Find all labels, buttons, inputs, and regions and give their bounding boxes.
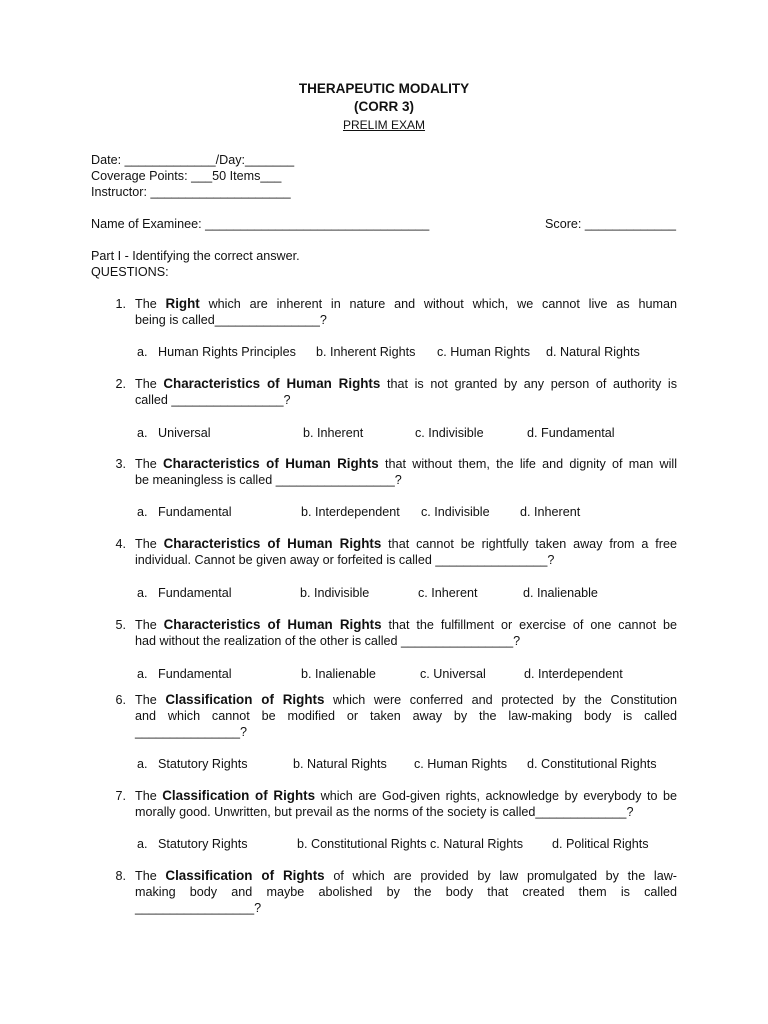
choice-a: Fundamental [158, 505, 232, 519]
question-number: 5. [115, 618, 126, 632]
exam-title: THERAPEUTIC MODALITY [298, 81, 470, 96]
course-code: (CORR 3) [354, 99, 414, 114]
question-text: The Characteristics of Human Rights that the fulfillment or exercise of one cannot be had without the realization of the other is called ________________? [135, 617, 678, 648]
choice-d: d. Interdependent [524, 667, 623, 681]
choice-c: c. Indivisible [415, 426, 484, 440]
choice-row [137, 756, 697, 772]
part-title: Part I - Identifying the correct answer. [91, 249, 300, 263]
choice-b: b. Indivisible [300, 586, 370, 600]
question-number: 4. [115, 537, 126, 551]
choice-d: d. Natural Rights [546, 345, 640, 359]
choice-a: Statutory Rights [158, 757, 248, 771]
question-number: 7. [115, 789, 126, 803]
choice-d: d. Constitutional Rights [527, 757, 657, 771]
choice-c: c. Universal [420, 667, 486, 681]
choice-a: Fundamental [158, 667, 232, 681]
coverage-line [91, 168, 281, 184]
question-number: 6. [115, 693, 126, 707]
question-text: The Classification of Rights of which are provided by law promulgated by the law- making body and maybe abolished by the body that created them is called _________________? [135, 868, 677, 915]
question-text: The Characteristics of Human Rights that without them, the life and dignity of man will be meaningless is called _________________? [135, 456, 677, 487]
choice-b: b. Interdependent [301, 505, 400, 519]
choice-c: c. Human Rights [437, 345, 531, 359]
choice-b: b. Inalienable [301, 667, 376, 681]
choice-row [137, 585, 697, 601]
choice-a: Fundamental [158, 586, 232, 600]
date-line: Date: _____________/Day:_______ [91, 153, 295, 167]
questions-label: QUESTIONS: [91, 265, 169, 279]
choice-d: d. Inherent [520, 505, 581, 519]
choice-b: b. Natural Rights [293, 757, 387, 771]
choice-b: b. Inherent [303, 426, 364, 440]
choice-d: d. Fundamental [527, 426, 615, 440]
question-number: 1. [115, 297, 126, 311]
choice-row [137, 836, 697, 852]
choice-marker: a. [137, 426, 148, 440]
choice-a: Human Rights Principles [158, 345, 296, 359]
choice-marker: a. [137, 345, 148, 359]
question-text: The Characteristics of Human Rights that is not granted by any person of authority is called ________________? [135, 376, 677, 407]
choice-c: c. Human Rights [414, 757, 508, 771]
choice-a: Universal [158, 426, 211, 440]
coverage-label: Coverage Points: [91, 169, 192, 183]
choice-c: c. Inherent [418, 586, 478, 600]
choice-d: d. Political Rights [552, 837, 649, 851]
coverage-value: ___50 Items___ [191, 169, 282, 183]
instructor-line: Instructor: ____________________ [91, 185, 291, 199]
score-line: Score: _____________ [545, 217, 676, 231]
question-number: 3. [115, 457, 126, 471]
choice-marker: a. [137, 837, 148, 851]
choice-row [137, 344, 697, 360]
choice-row [137, 666, 697, 682]
choice-marker: a. [137, 586, 148, 600]
choice-b: b. Constitutional Rights c. Natural Rights [297, 837, 524, 851]
choice-a: Statutory Rights [158, 837, 248, 851]
choice-b: b. Inherent Rights [316, 345, 416, 359]
choice-row [137, 425, 697, 441]
question-text: The Classification of Rights which are God-given rights, acknowledge by everybody to be morally good. Unwritten, but prevail as the norms of the society is called_____________? [135, 788, 677, 819]
question-text: The Characteristics of Human Rights that cannot be rightfully taken away from a free individual. Cannot be given away or forfeited is called ________________? [135, 536, 677, 567]
question-number: 2. [115, 377, 126, 391]
question-text: The Right which are inherent in nature and without which, we cannot live as human being is called_______________? [135, 296, 678, 327]
examinee-line: Name of Examinee: ________________________________ [91, 217, 430, 231]
choice-row [137, 504, 697, 520]
choice-c: c. Indivisible [421, 505, 490, 519]
choice-marker: a. [137, 757, 148, 771]
choice-marker: a. [137, 505, 148, 519]
choice-d: d. Inalienable [523, 586, 598, 600]
exam-type: PRELIM EXAM [342, 118, 426, 132]
question-number: 8. [115, 869, 126, 883]
question-text: The Classification of Rights which were conferred and protected by the Constitution and which cannot be modified or taken away by the law-making body is called _______________? [135, 692, 678, 739]
choice-marker: a. [137, 667, 148, 681]
